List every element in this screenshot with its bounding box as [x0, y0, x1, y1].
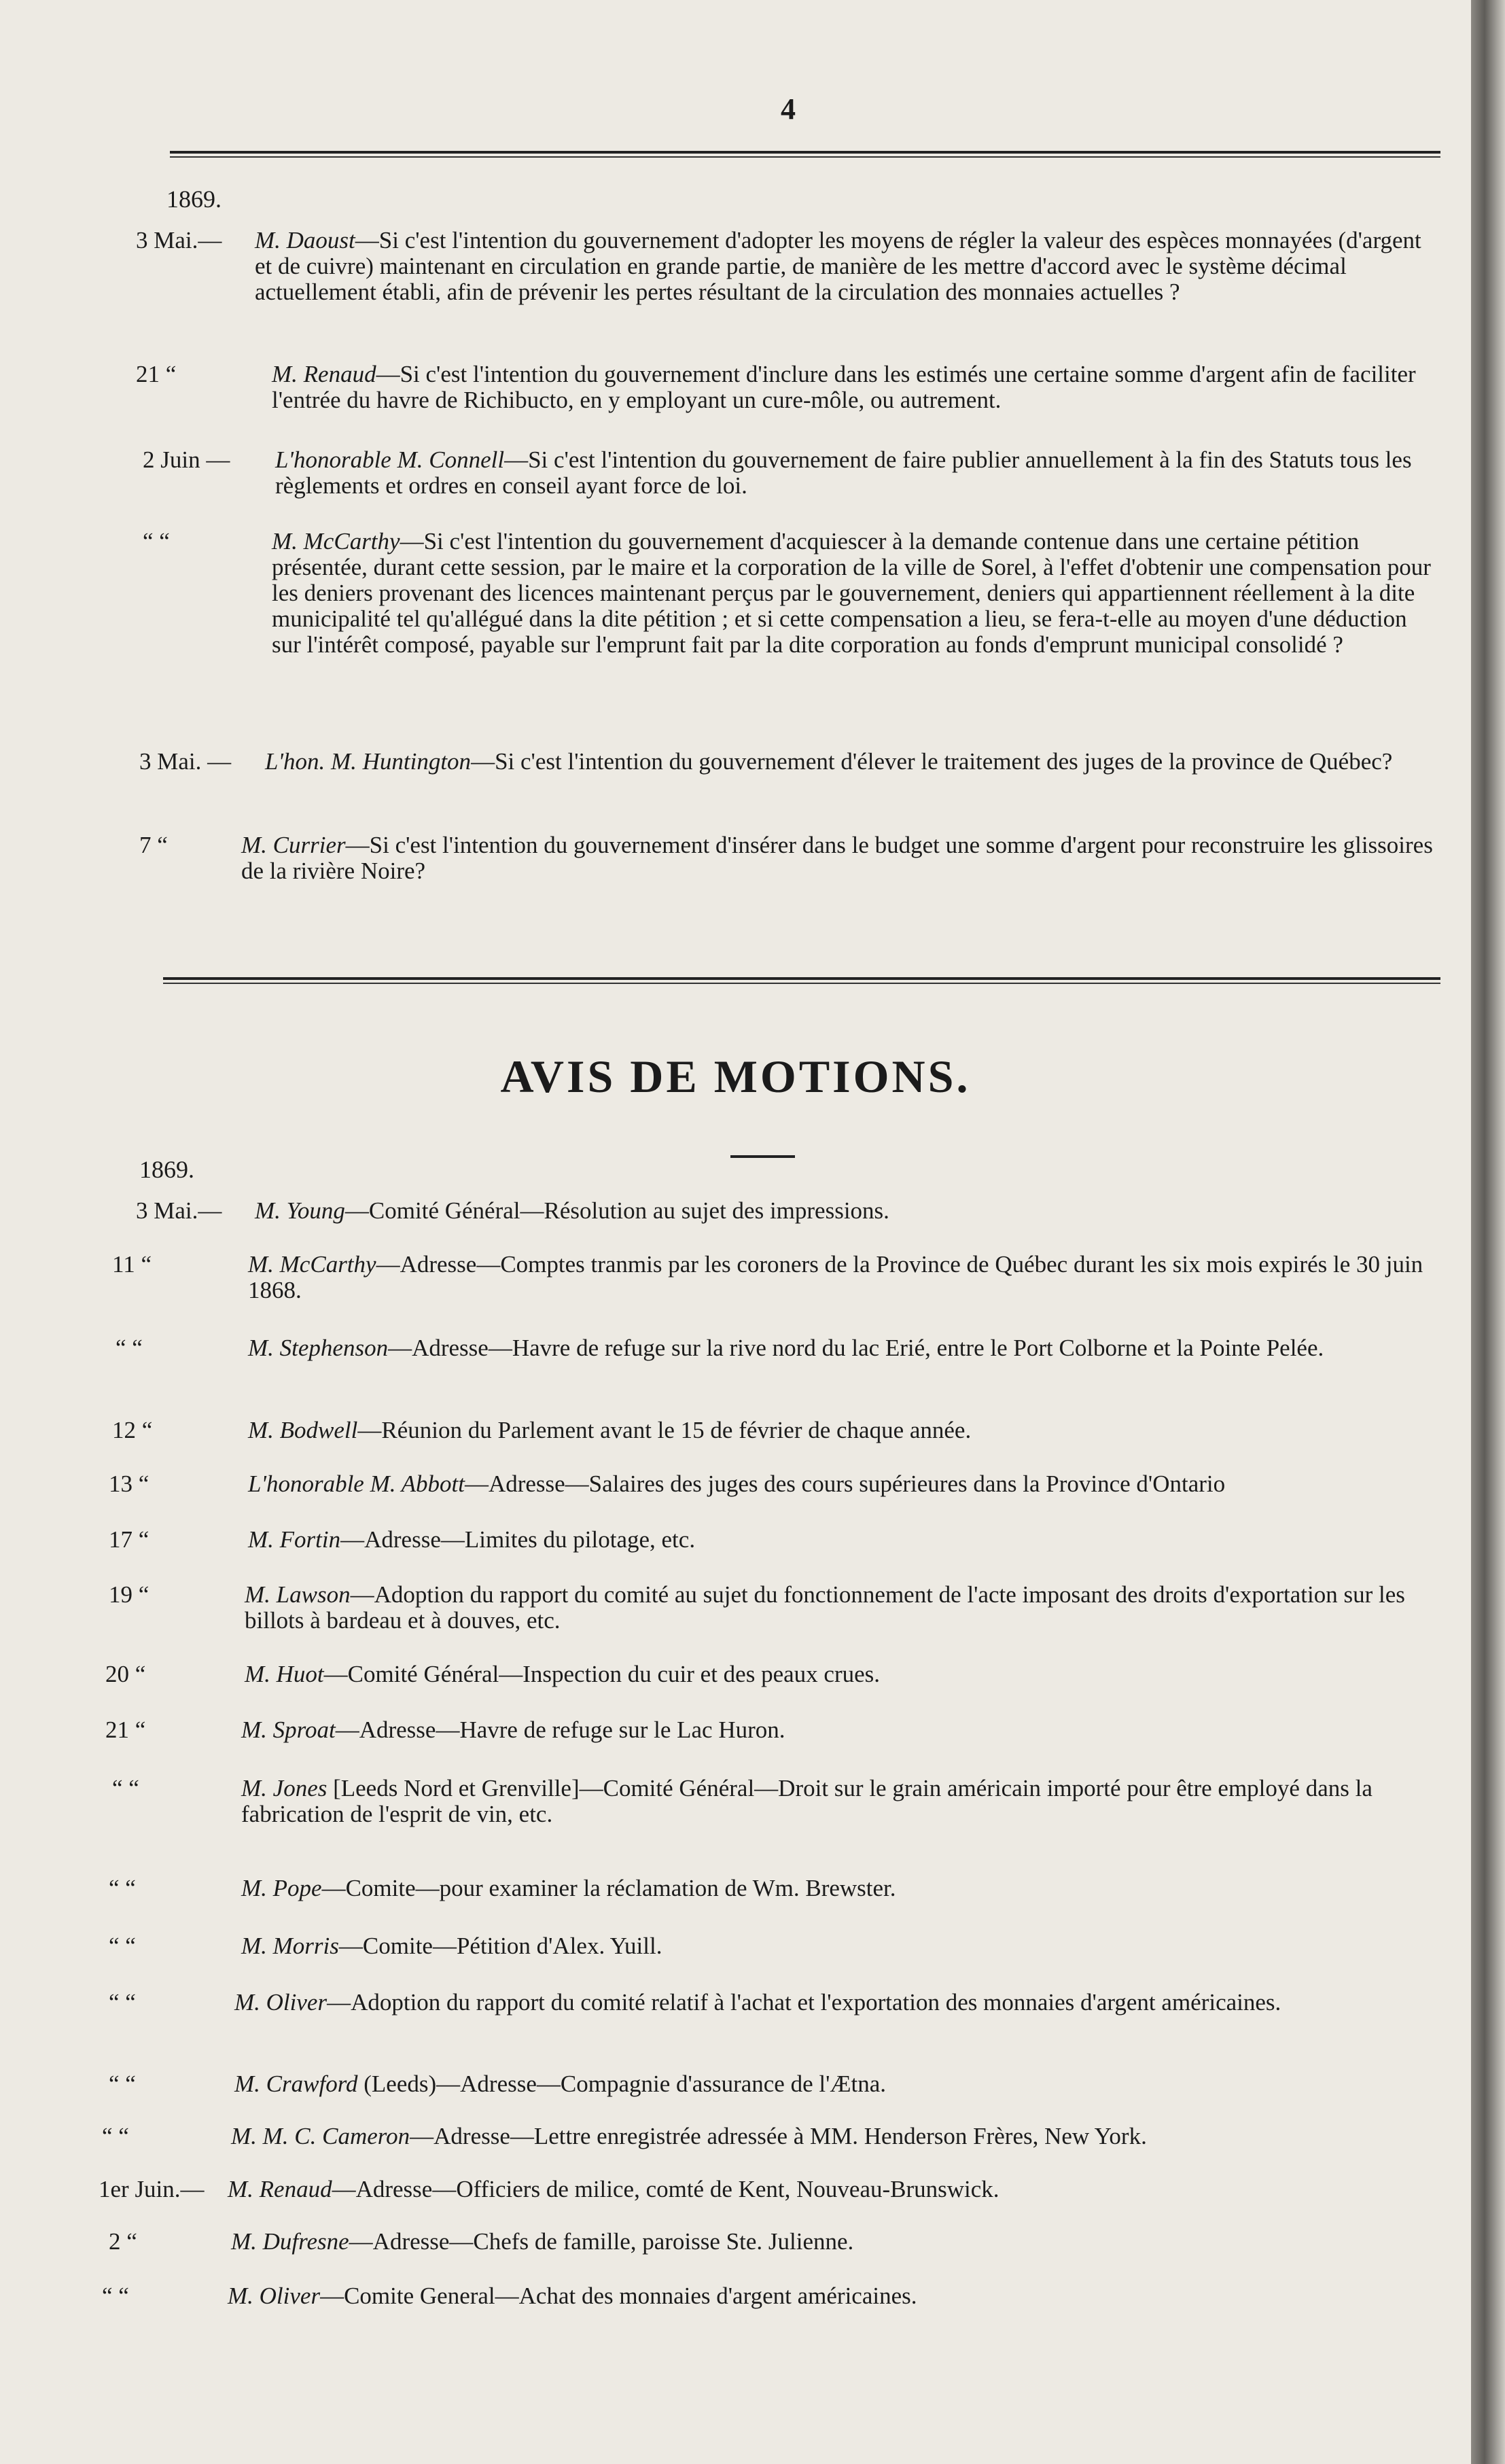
- entry-member: M. Lawson: [245, 1581, 351, 1608]
- entry-member: M. Sproat: [241, 1717, 336, 1743]
- entry-member: M. Renaud: [272, 361, 376, 387]
- entry-member: M. Stephenson: [248, 1335, 389, 1361]
- entry-member: M. Pope: [241, 1875, 322, 1901]
- entry-date: “ “: [109, 1989, 136, 2016]
- section-double-rule: [163, 977, 1440, 984]
- entry-date: 3 Mai.—: [136, 227, 222, 253]
- entry-text: —Adresse—Salaires des juges des cours supérieures dans la Province d'Ontario: [464, 1471, 1226, 1497]
- entry-member: M. Currier: [241, 832, 346, 858]
- questions-year: 1869.: [166, 186, 222, 213]
- entry-member: M. Oliver: [234, 1989, 327, 2016]
- entry-text: (Leeds)—Adresse—Compagnie d'assurance de l'Ætna.: [364, 2071, 887, 2097]
- entry-member: M. Crawford: [234, 2071, 358, 2097]
- entry-text: —Si c'est l'intention du gouvernement d'adopter les moyens de régler la valeur des espèces monnayées (d'argent et de cuivre) maintenant en circulation en grande partie, de manière de les mettre d'accord avec le système décimal actuellement établi, afin de prévenir les pertes résultant de la circulation des monnaies actuelles ?: [255, 227, 1421, 305]
- entry-date: “ “: [102, 2283, 129, 2309]
- entry-text: —Réunion du Parlement avant le 15 de février de chaque année.: [357, 1417, 972, 1443]
- entry-date: “ “: [109, 2071, 136, 2097]
- entry-date: “ “: [109, 1933, 136, 1959]
- entry-text: —Si c'est l'intention du gouvernement de faire publier annuellement à la fin des Statuts tous les règlements et ordres en conseil ayant force de loi.: [275, 446, 1412, 499]
- entry-text: —Adresse—Havre de refuge sur le Lac Huron.: [335, 1717, 785, 1743]
- entry-text: —Comite—pour examiner la réclamation de Wm. Brewster.: [321, 1875, 896, 1901]
- entry-text: [Leeds Nord et Grenville]—Comité Général—Droit sur le grain américain importé pour être employé dans la fabrication de l'esprit de vin, etc.: [241, 1775, 1373, 1827]
- entry-text: —Adoption du rapport du comité au sujet du fonctionnement de l'acte imposant des droits d'exportation sur les billots à bardeau et à douves, etc.: [245, 1581, 1405, 1634]
- entry-text: —Adresse—Havre de refuge sur la rive nord du lac Erié, entre le Port Colborne et la Pointe Pelée.: [388, 1335, 1324, 1361]
- entry-member: M. McCarthy: [272, 528, 400, 555]
- entry-member: L'honorable M. Connell: [275, 446, 505, 473]
- entry-text: —Si c'est l'intention du gouvernement d'élever le traitement des juges de la province de Québec?: [471, 748, 1393, 775]
- entry-member: M. M. C. Cameron: [231, 2123, 410, 2149]
- entry-member: M. Renaud: [228, 2176, 332, 2202]
- entry-date: 2 Juin —: [143, 446, 230, 473]
- entry-date: 1er Juin.—: [99, 2176, 205, 2202]
- entry-text: —Adresse—Limites du pilotage, etc.: [340, 1526, 696, 1553]
- entry-text: —Comité Général—Résolution au sujet des impressions.: [344, 1197, 889, 1224]
- entry-date: 20 “: [105, 1661, 146, 1687]
- entry-date: 12 “: [112, 1417, 153, 1443]
- entry-member: M. Oliver: [228, 2283, 321, 2309]
- entry-member: M. Young: [255, 1197, 345, 1224]
- header-double-rule: [170, 151, 1440, 158]
- book-gutter-edge: [1471, 0, 1505, 2464]
- entry-date: 21 “: [136, 361, 177, 387]
- page-number: 4: [781, 92, 796, 126]
- entry-date: “ “: [109, 1875, 136, 1901]
- heading-short-rule: [730, 1155, 795, 1158]
- entry-text: —Comite—Pétition d'Alex. Yuill.: [338, 1933, 662, 1959]
- entry-text: —Adresse—Chefs de famille, paroisse Ste. Julienne.: [349, 2228, 854, 2255]
- entry-member: M. Fortin: [248, 1526, 341, 1553]
- entry-member: M. Daoust: [255, 227, 355, 253]
- entry-text: —Adresse—Comptes tranmis par les coroners de la Province de Québec durant les six mois expirés le 30 juin 1868.: [248, 1251, 1423, 1303]
- entry-member: M. McCarthy: [248, 1251, 376, 1278]
- entry-date: 7 “: [139, 832, 168, 858]
- motions-year: 1869.: [139, 1156, 194, 1183]
- entry-date: 19 “: [109, 1581, 149, 1608]
- entry-text: —Si c'est l'intention du gouvernement d'insérer dans le budget une somme d'argent pour reconstruire les glissoires de la rivière Noire?: [241, 832, 1433, 884]
- entry-text: —Adresse—Officiers de milice, comté de Kent, Nouveau-Brunswick.: [332, 2176, 999, 2202]
- entry-date: “ “: [112, 1775, 139, 1801]
- entry-member: M. Dufresne: [231, 2228, 349, 2255]
- entry-member: M. Morris: [241, 1933, 339, 1959]
- entry-date: 17 “: [109, 1526, 149, 1553]
- entry-text: —Comité Général—Inspection du cuir et des peaux crues.: [323, 1661, 881, 1687]
- entry-date: 2 “: [109, 2228, 137, 2255]
- entry-date: “ “: [116, 1335, 143, 1361]
- entry-date: “ “: [143, 528, 170, 555]
- entry-text: —Si c'est l'intention du gouvernement d'inclure dans les estimés une certaine somme d'argent afin de faciliter l'entrée du havre de Richibucto, en y employant un cure-môle, ou autrement.: [272, 361, 1416, 413]
- section-heading: AVIS DE MOTIONS.: [500, 1051, 971, 1102]
- entry-member: L'honorable M. Abbott: [248, 1471, 465, 1497]
- entry-member: M. Huot: [245, 1661, 324, 1687]
- entry-member: M. Jones: [241, 1775, 327, 1801]
- entry-date: 3 Mai. —: [139, 748, 232, 775]
- entry-text: —Adresse—Lettre enregistrée adressée à MM. Henderson Frères, New York.: [410, 2123, 1147, 2149]
- entry-date: 21 “: [105, 1717, 146, 1743]
- entry-date: 3 Mai.—: [136, 1197, 222, 1224]
- entry-date: “ “: [102, 2123, 129, 2149]
- entry-text: —Si c'est l'intention du gouvernement d'acquiescer à la demande contenue dans une certaine pétition présentée, durant cette session, par le maire et la corporation de la ville de Sorel, à l'effet d'obtenir une compensation pour les deniers provenant des licences maintenant perçus par le gouvernement, deniers qui appartiennent réellement à la dite municipalité tel qu'allégué dans la dite pétition ; et si cette compensation a lieu, se fera-t-elle au moyen d'une déduction sur l'intérêt composé, payable sur l'emprunt fait par la dite corporation au fonds d'emprunt municipal consolidé ?: [272, 528, 1431, 658]
- entry-date: 11 “: [112, 1251, 152, 1278]
- entry-member: M. Bodwell: [248, 1417, 358, 1443]
- entry-member: L'hon. M. Huntington: [265, 748, 472, 775]
- entry-text: —Comite General—Achat des monnaies d'argent américaines.: [320, 2283, 917, 2309]
- entry-text: —Adoption du rapport du comité relatif à l'achat et l'exportation des monnaies d'argent américaines.: [327, 1989, 1281, 2016]
- entry-date: 13 “: [109, 1471, 149, 1497]
